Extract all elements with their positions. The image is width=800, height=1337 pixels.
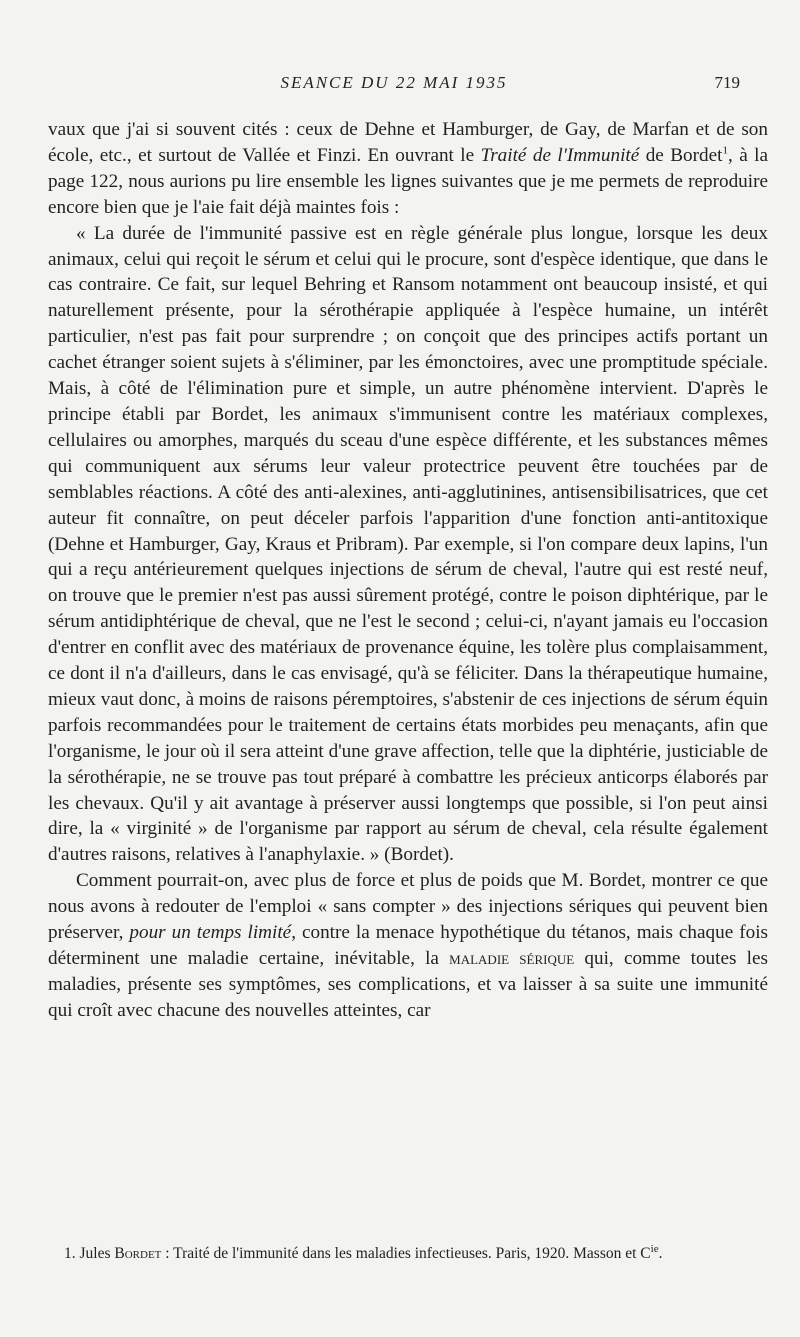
p1-book-title: Traité de l'Immunité [480,144,640,166]
p2-text: « La durée de l'immunité passive est en règle générale plus longue, lorsque les deux animaux, celui qui reçoit le sérum et celui qui le procure, sont d'espèce identique, que dans le cas contraire. Ce fait, sur lequel Behring et Ransom notamment ont beaucoup insisté, et qui naturellement présente, pour la sérothérapie appliquée à l'espèce humaine, un intérêt particulier, n'est pas fait pour surprendre ; on conçoit que des principes actifs portant un cachet étranger soient sujets à s'éliminer, par les émonctoires, avec une promptitude spéciale. Mais, à côté de l'élimination pure et simple, un autre phénomène intervient. D'après le principe établi par Bordet, les animaux s'immunisent contre les matériaux complexes, cellulaires ou amorphes, marqués du sceau d'une espèce différente, et les substances mêmes qui communiquent aux sérums leur valeur protectrice peuvent être touchées par de semblables réactions. A côté des anti-alexines, anti-agglutinines, antisensibilisatrices, que cet auteur fit connaître, on peut déceler parfois l'apparition d'une fonction anti-antitoxique (Dehne et Hamburger, Gay, Kraus et Pribram). Par exemple, si l'on compare deux lapins, l'un qui a reçu antérieurement quelques injections de sérum de cheval, l'autre qui est resté neuf, on trouve que le premier n'est pas aussi sûrement protégé, contre le poison diphtérique, par le sérum antidiphtérique de cheval, que ne l'est le second ; celui-ci, n'ayant jamais eu l'occasion d'entrer en conflit avec des matériaux de provenance équine, les tolère plus complaisamment, ce dont il n'a d'ailleurs, dans le cas envisagé, qu'à se féliciter. Dans la thérapeutique humaine, mieux vaut donc, à moins de raisons péremptoires, s'abstenir de ces injections de sérum équin parfois recommandées pour le traitement de certains états morbides peu menaçants, afin que l'organisme, le jour où il sera atteint d'une grave affection, telle que la diphtérie, justiciable de la sérothérapie, ne se trouve pas tout préparé à combattre les précieux anticorps élaborés par les chevaux. Qu'il y ait avantage à préserver aussi longtemps que possible, si l'on peut ainsi dire, la « virginité » de l'organisme par rapport au sérum de cheval, cela résulte également d'autres raisons, relatives à l'anaphylaxie. » (Bordet). [48,222,768,866]
footnote [48,1244,768,1265]
footnote-author-first: Jules [79,1245,111,1262]
p3-text-b: , contre la menace hypothétique du tétanos, mais chaque fois déterminent une maladie certaine, inévitable, la [48,922,768,969]
footnote-ref: 1 [722,144,728,157]
body-text [48,117,768,1024]
footnote-sup: ie [650,1242,659,1255]
footnote-text: : Traité de l'immunité dans les maladies infectieuses. Paris, 1920. Masson et C [161,1245,651,1262]
paragraph-3 [48,868,768,1023]
running-title: SEANCE DU 22 MAI 1935 [280,73,508,92]
footnote-end: . [658,1245,663,1262]
footnote-1 [48,1244,768,1265]
footnote-author-last: Bordet [114,1245,162,1262]
p3-text-a: Comment pourrait-on, avec plus de force et plus de poids que M. Bordet, montrer ce que nous avons à redouter de l'emploi « sans compter » des injections sériques qui peuvent bien préserver, [48,870,768,944]
page-header [48,73,740,97]
p1-text-a: vaux que j'ai si souvent cités : ceux de Dehne et Hamburger, de Gay, de Marfan et de son école, etc., et surtout de Vallée et Finzi. En ouvrant le [48,119,768,166]
p1-text-c: , à la page 122, nous aurions pu lire ensemble les lignes suivantes que je me permets de reproduire encore bien que je l'aie fait déjà maintes fois : [48,144,768,218]
paragraph-2-quote [48,221,768,869]
p1-text-b: de Bordet [639,144,723,166]
p3-smallcaps: maladie sérique [449,948,575,969]
p3-italic: pour un temps limité [129,922,292,944]
page-number: 719 [714,73,740,92]
paragraph-1 [48,117,768,221]
footnote-number: 1. [64,1245,76,1262]
p3-text-c: qui, comme toutes les maladies, présente ses symptômes, ses complications, et va laisser à sa suite une immunité qui croît avec chacune des nouvelles atteintes, car [48,948,768,1021]
